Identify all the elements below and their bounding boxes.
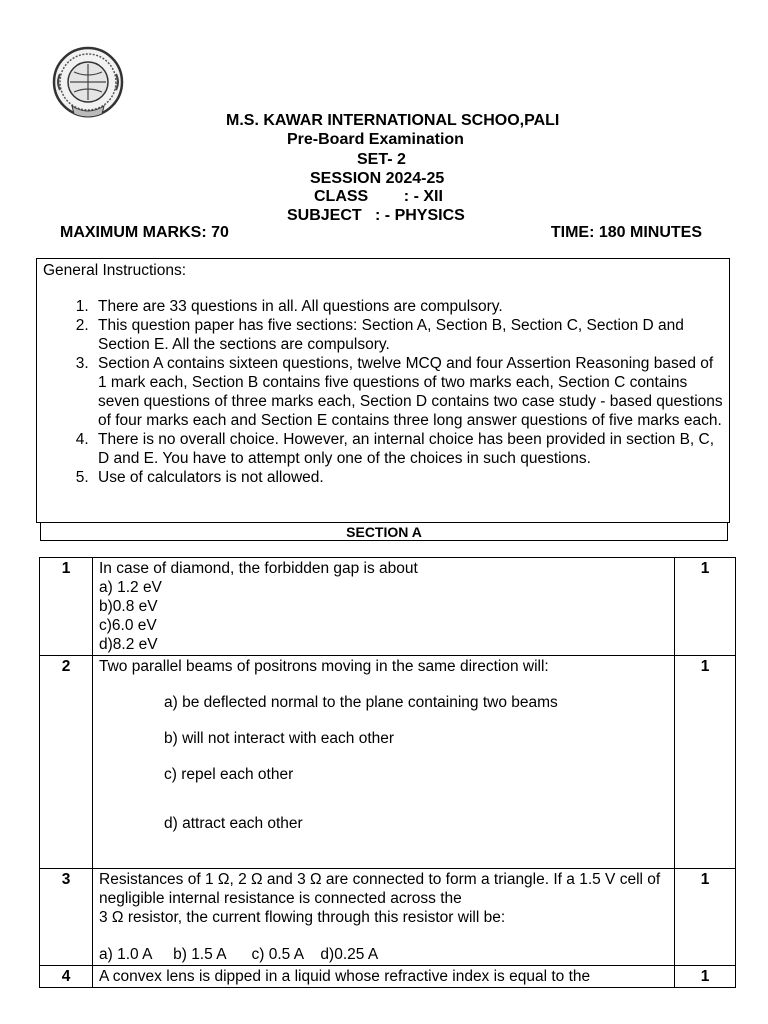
option-c: c) repel each other — [164, 766, 294, 783]
option-c: c)6.0 eV — [99, 617, 157, 634]
question-marks: 1 — [675, 558, 736, 656]
question-text: A convex lens is dipped in a liquid whose refractive index is equal to the — [99, 968, 591, 985]
option-d: d)8.2 eV — [99, 636, 158, 653]
question-marks: 1 — [675, 966, 736, 988]
question-number: 4 — [40, 966, 93, 988]
school-name: M.S. KAWAR INTERNATIONAL SCHOO,PALI — [226, 112, 560, 129]
question-body — [93, 656, 675, 869]
question-body — [93, 558, 675, 656]
maximum-marks: MAXIMUM MARKS: 70 — [60, 224, 229, 241]
instruction-item: 4. There is no overall choice. However, an internal choice has been provided in section B, C, D and E. You have to attempt only one of the choices in such questions. — [93, 430, 723, 468]
subject-line: SUBJECT : - PHYSICS — [287, 207, 465, 224]
class-line: CLASS : - XII — [314, 188, 443, 205]
instructions-list — [43, 297, 723, 487]
question-text-line: 3 Ω resistor, the current flowing through this resistor will be: — [99, 909, 506, 926]
marks-time-row — [60, 224, 702, 242]
time-allowed: TIME: 180 MINUTES — [550, 224, 702, 241]
table-row — [40, 558, 736, 656]
exam-title: Pre-Board Examination — [287, 131, 464, 148]
question-number: 3 — [40, 869, 93, 966]
option-b: b)0.8 eV — [99, 598, 158, 615]
option-b: b) will not interact with each other — [164, 730, 395, 747]
questions-table — [39, 557, 736, 988]
table-row — [40, 656, 736, 869]
instructions-title: General Instructions: — [43, 262, 187, 279]
question-text-line: Resistances of 1 Ω, 2 Ω and 3 Ω are connected to form a triangle. If a 1.5 V cell of negligible internal resistance is connected across the — [99, 871, 661, 907]
general-instructions-box — [36, 258, 730, 523]
question-body — [93, 869, 675, 966]
question-marks: 1 — [675, 656, 736, 869]
option-a: a) 1.2 eV — [99, 579, 162, 596]
question-number: 2 — [40, 656, 93, 869]
question-number: 1 — [40, 558, 93, 656]
option-d: d) attract each other — [164, 815, 303, 832]
question-text: In case of diamond, the forbidden gap is about — [99, 560, 418, 577]
table-row — [40, 869, 736, 966]
question-marks: 1 — [675, 869, 736, 966]
question-text: Two parallel beams of positrons moving in the same direction will: — [99, 658, 549, 675]
options-line: a) 1.0 A b) 1.5 A c) 0.5 A d)0.25 A — [99, 946, 379, 963]
school-logo-emblem — [50, 44, 126, 124]
question-body — [93, 966, 675, 988]
option-a: a) be deflected normal to the plane containing two beams — [164, 694, 558, 711]
instruction-item: 2. This question paper has five sections: Section A, Section B, Section C, Section D and Section E. All the sections are compulsory. — [93, 316, 723, 354]
instruction-item: 3. Section A contains sixteen questions, twelve MCQ and four Assertion Reasoning based of 1 mark each, Section B contains five questions of two marks each, Section C contains seven questions of three marks each, Section D contains two case study - based questions of four marks each and Section E contains three long answer questions of five marks each. — [93, 354, 723, 430]
instruction-item: 5. Use of calculators is not allowed. — [93, 468, 723, 487]
session-line: SESSION 2024-25 — [310, 170, 445, 187]
section-a-heading: SECTION A — [40, 522, 728, 541]
table-row — [40, 966, 736, 988]
instruction-item: 1. There are 33 questions in all. All questions are compulsory. — [93, 297, 723, 316]
set-number: SET- 2 — [357, 151, 406, 168]
